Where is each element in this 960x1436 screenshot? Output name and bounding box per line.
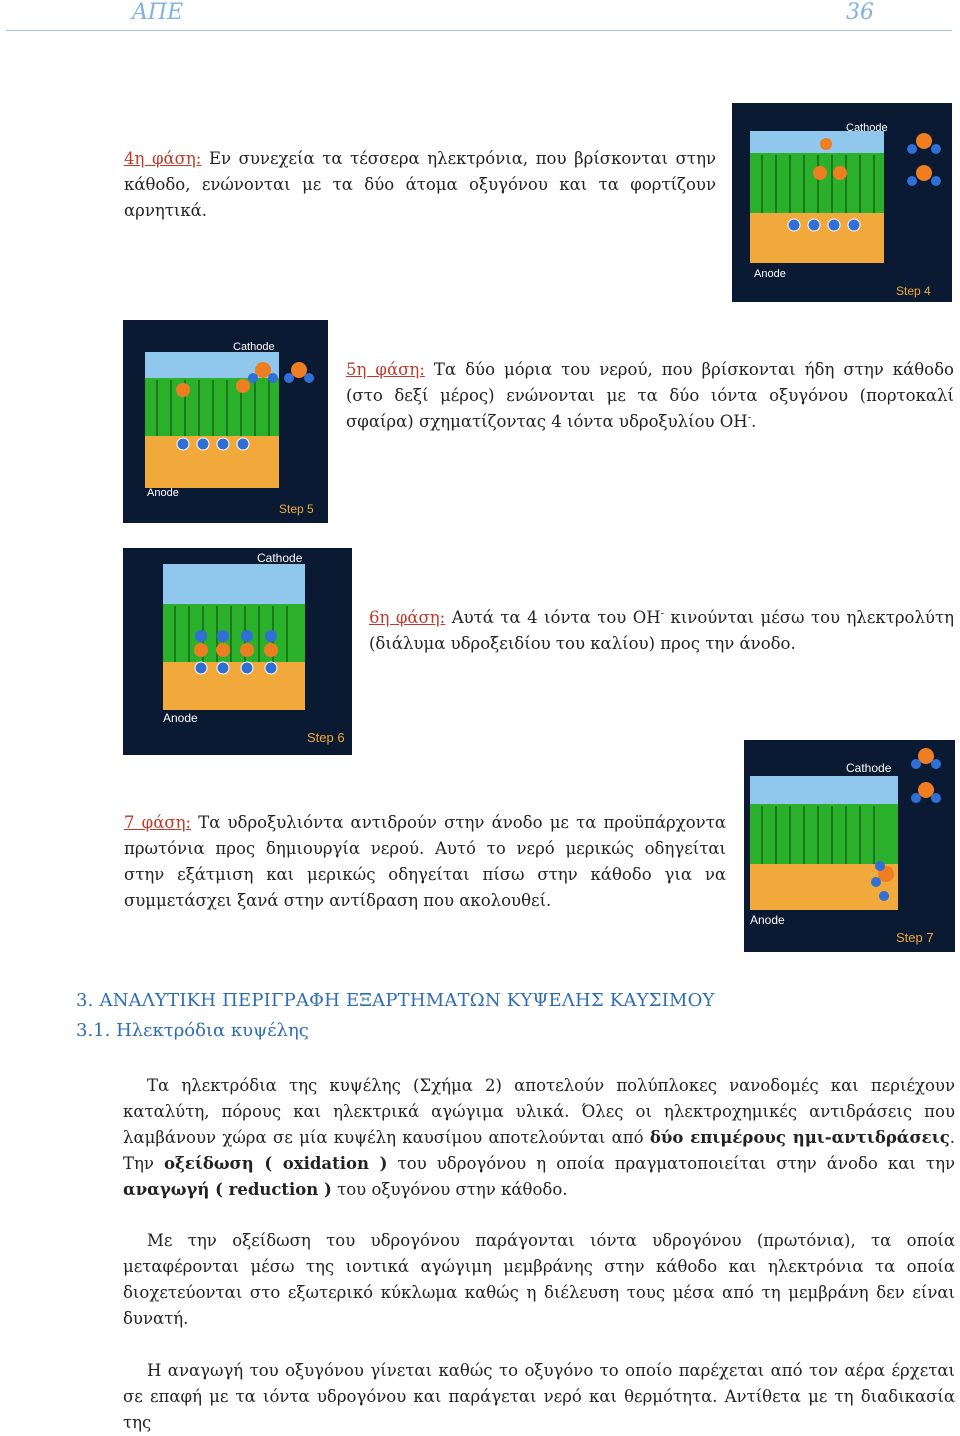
header-divider [6, 30, 952, 31]
phase6-label: 6η φάση: [369, 608, 446, 627]
step7-anode-label: Anode [750, 913, 785, 927]
body-p2-text: Με την οξείδωση του υδρογόνου παράγονται ιόντα υδρογόνου (πρωτόνια), τα οποία μεταφέρονται μέσω της ιοντικά αγώγιμη μεμβράνης στην κάθοδο και ηλεκτρόνια τα οποία διοχετεύονται στο εξωτερικό κύκλωμα καθώς η διέλευση τους μέσα από τη μεμβράνη δεν είναι δυνατή. [123, 1231, 955, 1328]
step5-cathode-label: Cathode [233, 341, 275, 353]
phase7-paragraph [124, 810, 726, 914]
phase7-label: 7 φάση: [124, 813, 192, 832]
step6-anode-label: Anode [163, 711, 198, 725]
subsection-title: 3.1. Ηλεκτρόδια κυψέλης [76, 1020, 309, 1041]
body-p1-text-4: του οξυγόνου στην κάθοδο. [331, 1180, 568, 1199]
phase4-paragraph [124, 146, 716, 224]
body-p1-bold-2: οξείδωση ( oxidation ) [164, 1154, 388, 1173]
body-paragraph-2 [123, 1228, 955, 1332]
phase4-text: Εν συνεχεία τα τέσσερα ηλεκτρόνια, που βρίσκονται στην κάθοδο, ενώνονται με τα δύο άτομα οξυγόνου και τα φορτίζουν αρνητικά. [124, 149, 716, 220]
phase5-paragraph [346, 357, 954, 435]
body-p1-text-2: . Την [123, 1128, 955, 1173]
phase5-superscript: - [747, 412, 752, 424]
step6-label: Step 6 [307, 730, 345, 745]
body-p1-bold-3: αναγωγή ( reduction ) [123, 1180, 332, 1199]
step7-cathode-label: Cathode [846, 761, 892, 775]
step4-label: Step 4 [896, 284, 931, 298]
phase5-label: 5η φάση: [346, 360, 425, 379]
section-title: 3. ΑΝΑΛΥΤΙΚΗ ΠΕΡΙΓΡΑΦΗ ΕΞΑΡΤΗΜΑΤΩΝ ΚΥΨΕΛΗΣ ΚΑΥΣΙΜΟΥ [76, 990, 715, 1011]
body-paragraph-3 [123, 1358, 955, 1436]
phase7-text: Τα υδροξυλιόντα αντιδρούν στην άνοδο με τα προϋπάρχοντα πρωτόνια προς δημιουργία νερού. Αυτό το νερό μερικώς οδηγείται στην εξάτμιση και μερικώς οδηγείται πίσω στην κάθοδο για να συμμετάσχει ξανά στην αντίδραση που ακολουθεί. [124, 813, 726, 910]
phase6-text-before: Αυτά τα 4 ιόντα του ΟΗ [451, 608, 661, 627]
phase5-text: Τα δύο μόρια του νερού, που βρίσκονται ήδη στην κάθοδο (στο δεξί μέρος) ενώνονται με τα δύο ιόντα οξυγόνου (πορτοκαλί σφαίρα) σχηματίζοντας 4 ιόντα υδροξυλίου ΟΗ [346, 360, 954, 431]
body-paragraph-1 [123, 1073, 955, 1203]
step6-cathode-label: Cathode [257, 551, 303, 565]
header-title: ΑΠΕ [132, 0, 184, 25]
step7-label: Step 7 [896, 930, 934, 945]
step5-anode-label: Anode [147, 487, 179, 499]
step6-diagram [123, 548, 352, 755]
phase4-label: 4η φάση: [124, 149, 202, 168]
step5-label: Step 5 [279, 502, 314, 516]
page-number: 36 [846, 0, 874, 25]
body-p1-bold-1: δύο επιμέρους ημι-αντιδράσεις [649, 1128, 950, 1147]
body-p1-text-1: Τα ηλεκτρόδια της κυψέλης (Σχήμα 2) αποτελούν πολύπλοκες νανοδομές και περιέχουν καταλύτη, πόρους και ηλεκτρικά αγώγιμα υλικά. Όλες οι ηλεκτροχημικές αντιδράσεις που λαμβάνουν χώρα σε μία κυψέλη καυσίμου αποτελούνται από [123, 1076, 955, 1147]
step7-diagram [744, 740, 955, 952]
step4-diagram [732, 103, 952, 302]
body-p3-text: Η αναγωγή του οξυγόνου γίνεται καθώς το οξυγόνο το οποίο παρέχεται από τον αέρα έρχεται σε επαφή με τα ιόντα υδρογόνου και παράγεται νερό και θερμότητα. Αντίθετα με τη διαδικασία της [123, 1361, 955, 1432]
phase5-end: . [751, 412, 757, 431]
step4-cathode-label: Cathode [846, 122, 888, 134]
phase6-superscript: - [660, 608, 665, 620]
phase6-paragraph [369, 605, 954, 657]
step5-diagram [123, 320, 328, 523]
body-p1-text-3: του υδρογόνου η οποία πραγματοποιείται στην άνοδο και την [387, 1154, 955, 1173]
step4-anode-label: Anode [754, 268, 786, 280]
phase6-text-after: κινούνται μέσω του ηλεκτρολύτη (διάλυμα υδροξειδίου του καλίου) προς την άνοδο. [369, 608, 954, 653]
